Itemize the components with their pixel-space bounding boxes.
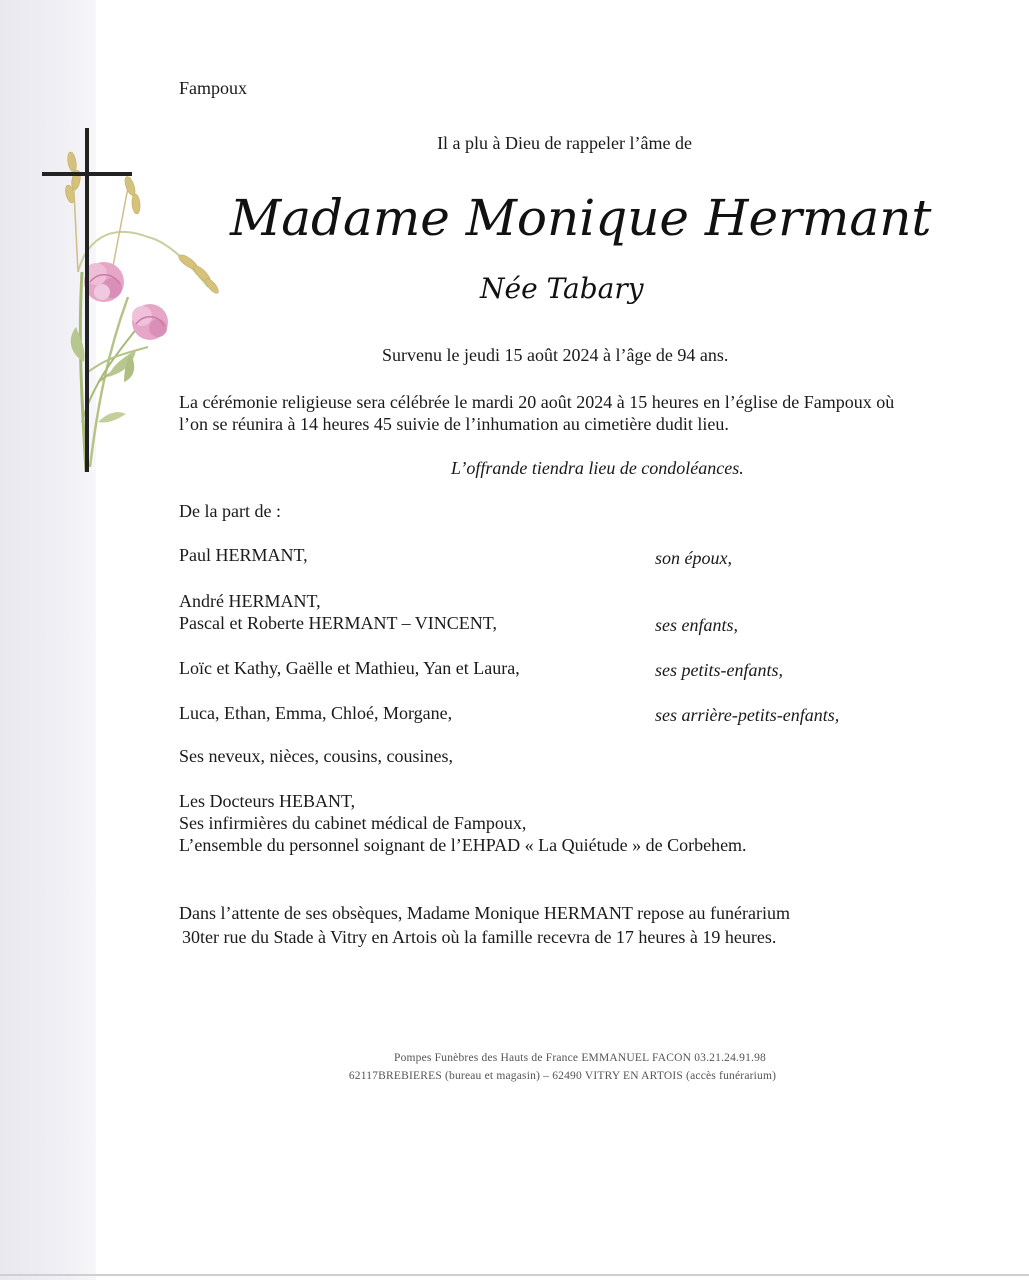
family-name: Luca, Ethan, Emma, Chloé, Morgane, — [179, 703, 453, 723]
death-date-line: Survenu le jeudi 15 août 2024 à l’âge de 94 ans. — [382, 345, 729, 365]
funeral-home-footer-line-1: Pompes Funèbres des Hauts de France EMMANUEL FACON 03.21.24.91.98 — [393, 1052, 767, 1064]
funeral-home-footer-line-2: 62117BREBIERES (bureau et magasin) – 62490 VITRY EN ARTOIS (accès funérarium) — [348, 1070, 777, 1082]
town-name: Fampoux — [179, 78, 248, 98]
from-label: De la part de : — [179, 501, 281, 521]
family-relation: ses arrière-petits-enfants, — [655, 705, 840, 725]
page-bottom-edge — [0, 1274, 1029, 1276]
family-relation: ses enfants, — [655, 615, 738, 635]
family-name: André HERMANT, — [179, 591, 321, 611]
viewing-line-1: Dans l’attente de ses obsèques, Madame Monique HERMANT repose au funérarium — [179, 903, 791, 923]
extended-family-line: Ses neveux, nièces, cousins, cousines, — [179, 746, 453, 766]
offering-note: L’offrande tiendra lieu de condoléances. — [451, 458, 744, 478]
care-line: Les Docteurs HEBANT, — [179, 791, 356, 811]
ceremony-line-1: La cérémonie religieuse sera célébrée le mardi 20 août 2024 à 15 heures en l’église de Fampoux où — [179, 392, 895, 412]
intro-line: Il a plu à Dieu de rappeler l’âme de — [437, 133, 692, 153]
viewing-line-2: 30ter rue du Stade à Vitry en Artois où la famille recevra de 17 heures à 19 heures. — [182, 927, 777, 947]
ceremony-line-2: l’on se réunira à 14 heures 45 suivie de l’inhumation au cimetière dudit lieu. — [179, 414, 729, 434]
maiden-name: Née Tabary — [480, 272, 644, 305]
family-relation: ses petits-enfants, — [655, 660, 783, 680]
family-name: Loïc et Kathy, Gaëlle et Mathieu, Yan et Laura, — [179, 658, 520, 678]
family-name: Paul HERMANT, — [179, 545, 308, 565]
care-line: Ses infirmières du cabinet médical de Fampoux, — [179, 813, 527, 833]
family-relation: son époux, — [655, 548, 732, 568]
family-name: Pascal et Roberte HERMANT – VINCENT, — [179, 613, 497, 633]
care-line: L’ensemble du personnel soignant de l’EHPAD « La Quiétude » de Corbehem. — [179, 835, 747, 855]
deceased-name-heading: Madame Monique Hermant — [230, 189, 932, 247]
